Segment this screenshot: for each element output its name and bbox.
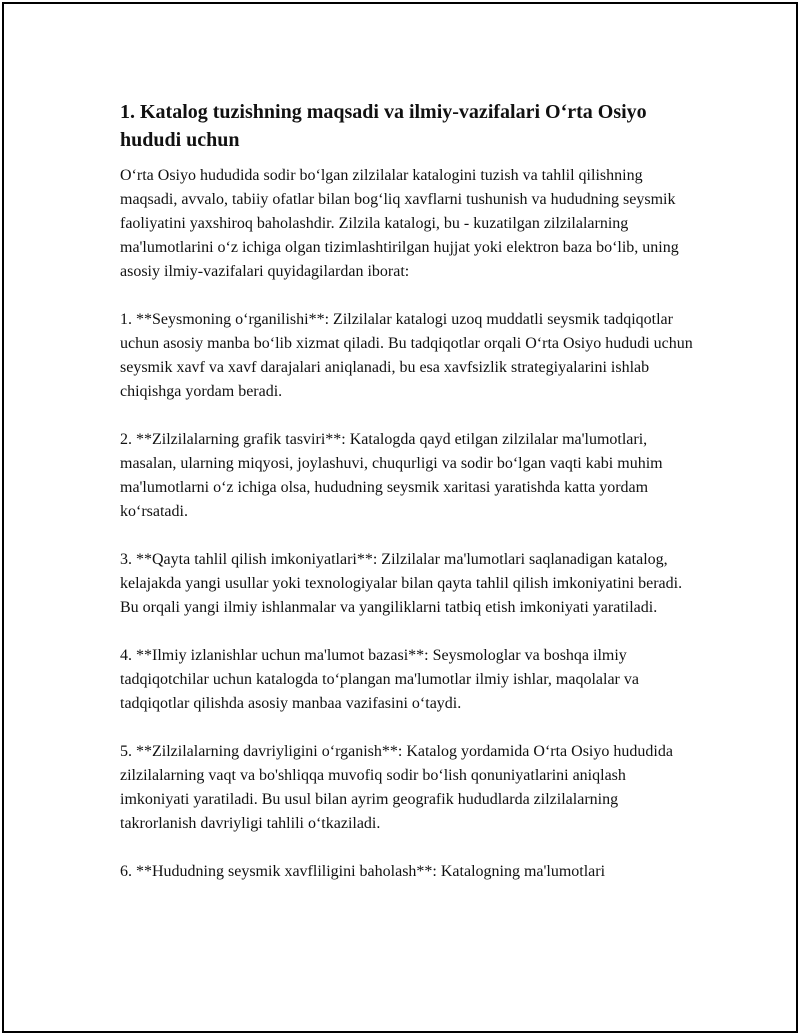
document-body bbox=[120, 98, 695, 884]
list-item-3: 3. **Qayta tahlil qilish imkoniyatlari**: Zilzilalar ma'lumotlari saqlanadigan katalog, kelajakda yangi usullar yoki texnologiyalar bilan qayta tahlil qilish imkoniyatini beradi. Bu orqali yangi ilmiy ishlanmalar va yangiliklarni tatbiq etish imkoniyati yaratiladi. bbox=[120, 551, 683, 616]
list-item-5: 5. **Zilzilalarning davriyligini o‘rganish**: Katalog yordamida O‘rta Osiyo hududida zilzilalarning vaqt va bo'shliqqa muvofiq sodir bo‘lish qonuniyatlarini aniqlash imkoniyati yaratiladi. Bu usul bilan ayrim geografik hududlarda zilzilalarning takrorlanish davriyligi tahlili o‘tkaziladi. bbox=[120, 743, 673, 832]
list-item-4: 4. **Ilmiy izlanishlar uchun ma'lumot bazasi**: Seysmologlar va boshqa ilmiy tadqiqotchilar uchun katalogda to‘plangan ma'lumotlar ilmiy ishlar, maqolalar va tadqiqotlar qilishda asosiy manbaa vazifasini o‘taydi. bbox=[120, 647, 639, 712]
intro-paragraph: O‘rta Osiyo hududida sodir bo‘lgan zilzilalar katalogini tuzish va tahlil qilishning maqsadi, avvalo, tabiiy ofatlar bilan bog‘liq xavflarni tushunish va hududning seysmik faoliyatini yaxshiroq baholashdir. Zilzila katalogi, bu - kuzatilgan zilzilalarning ma'lumotlarini o‘z ichiga olgan tizimlashtirilgan hujjat yoki elektron baza bo‘lib, uning asosiy ilmiy-vazifalari quyidagilardan iborat: bbox=[120, 167, 679, 280]
list-item-6: 6. **Hududning seysmik xavfliligini baholash**: Katalogning ma'lumotlari bbox=[120, 863, 606, 880]
page-frame bbox=[2, 2, 798, 1033]
list-item-2: 2. **Zilzilalarning grafik tasviri**: Katalogda qayd etilgan zilzilalar ma'lumotlari, masalan, ularning miqyosi, joylashuvi, chuqurligi va sodir bo‘lgan vaqti kabi muhim ma'lumotlarni o‘z ichiga olsa, hududning seysmik xaritasi yaratishda katta yordam ko‘rsatadi. bbox=[120, 431, 663, 520]
list-item-1: 1. **Seysmoning o‘rganilishi**: Zilzilalar katalogi uzoq muddatli seysmik tadqiqotlar uchun asosiy manba bo‘lib xizmat qiladi. Bu tadqiqotlar orqali O‘rta Osiyo hududi uchun seysmik xavf va xavf darajalari aniqlanadi, bu esa xavfsizlik strategiyalarini ishlab chiqishga yordam beradi. bbox=[120, 311, 693, 400]
section-heading: 1. Katalog tuzishning maqsadi va ilmiy-vazifalari O‘rta Osiyo hududi uchun bbox=[120, 101, 647, 151]
